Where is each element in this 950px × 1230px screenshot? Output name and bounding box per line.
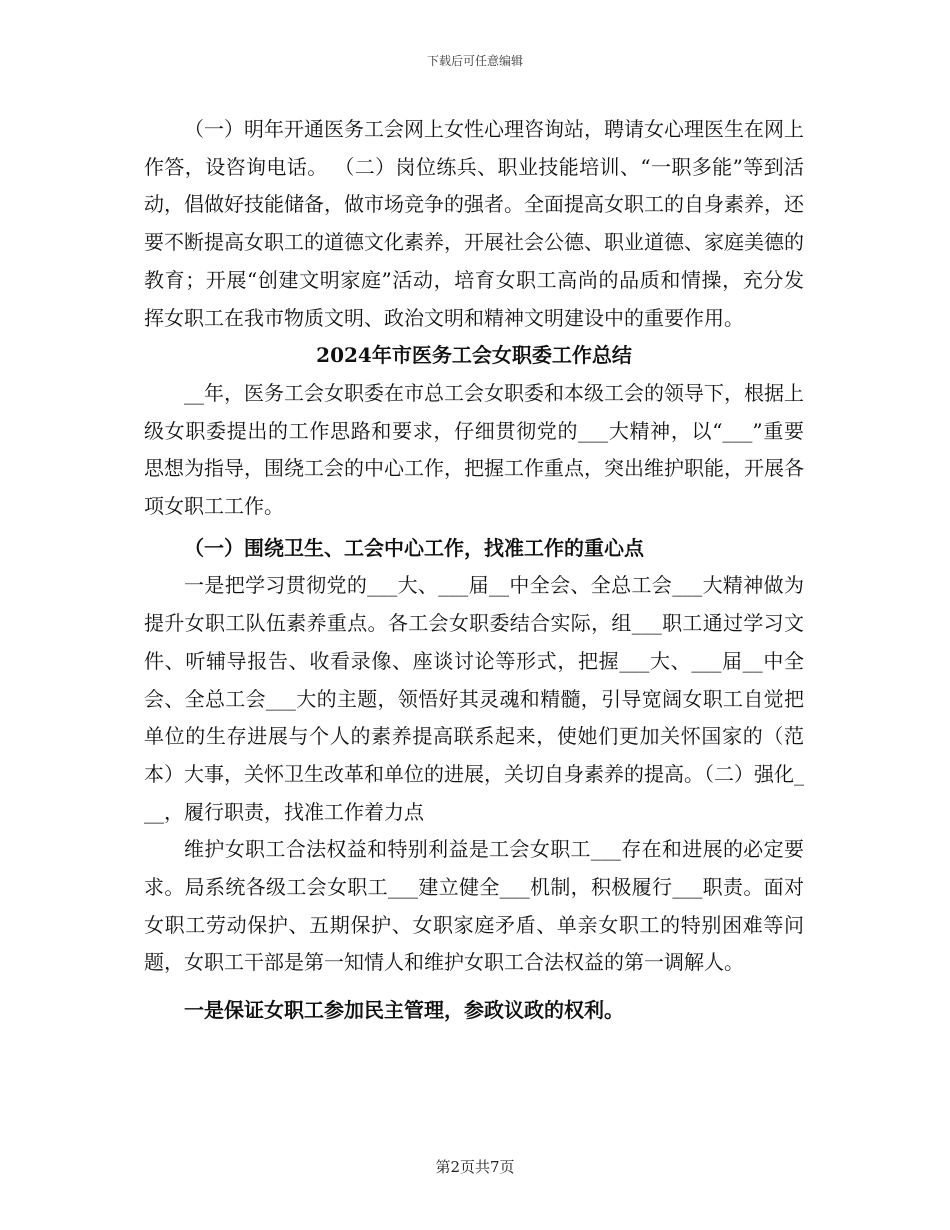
paragraph-counseling: （一）明年开通医务工会网上女性心理咨询站，聘请女心理医生在网上作答，设咨询电话。 （二）岗位练兵、职业技能培训、“一职多能”等到活动，倡做好技能储备，做市场竞争的强者。全面提高女职工的自身素养，还要不断提高女职工的道德文化素养，开展社会公德、职业道德、家庭美德的教育；开展“创建文明家庭”活动，培育女职工高尚的品质和情操，充分发挥女职工在我市物质文明、政治文明和精神文明建设中的重要作用。 <box>144 117 804 330</box>
document-title: 2024年市医务工会女职委工作总结 <box>316 343 632 368</box>
paragraph-summary-intro: __年，医务工会女职委在市总工会女职委和本级工会的领导下，根据上级女职委提出的工作思路和要求，仔细贯彻党的___大精神，以“___”重要思想为指导，围绕工会的中心工作，把握工作重点，突出维护职能，开展各项女职工工作。 <box>144 380 804 519</box>
page-number: 第2页共7页 <box>435 1158 515 1176</box>
section-heading-focus: （一）围绕卫生、工会中心工作，找准工作的重心点 <box>184 535 644 560</box>
paragraph-rights: 维护女职工合法权益和特别利益是工会女职工___存在和进展的必定要求。局系统各级工会女职工___建立健全___机制，积极履行___职责。面对女职工劳动保护、五期保护、女职家庭矛盾、单亲女职工的特别困难等问题，女职工干部是第一知情人和维护女职工合法权益的第一调解人。 <box>144 837 804 975</box>
document-body <box>144 111 804 1030</box>
page-header-note: 下载后可任意编辑 <box>426 54 523 68</box>
section-heading-participation: 一是保证女职工参加民主管理，参政议政的权利。 <box>184 998 624 1023</box>
paragraph-study: 一是把学习贯彻党的___大、___届__中全会、全总工会___大精神做为提升女职工队伍素养重点。各工会女职委结合实际，组___职工通过学习文件、听辅导报告、收看录像、座谈讨论等形式，把握___大、___届__中全会、全总工会___大的主题，领悟好其灵魂和精髓，引导宽阔女职工自觉把单位的生存进展与个人的素养提高联系起来，使她们更加关怀国家的（范本）大事，关怀卫生改革和单位的进展，关切自身素养的提高。（二）强化___，履行职责，找准工作着力点 <box>144 573 804 824</box>
